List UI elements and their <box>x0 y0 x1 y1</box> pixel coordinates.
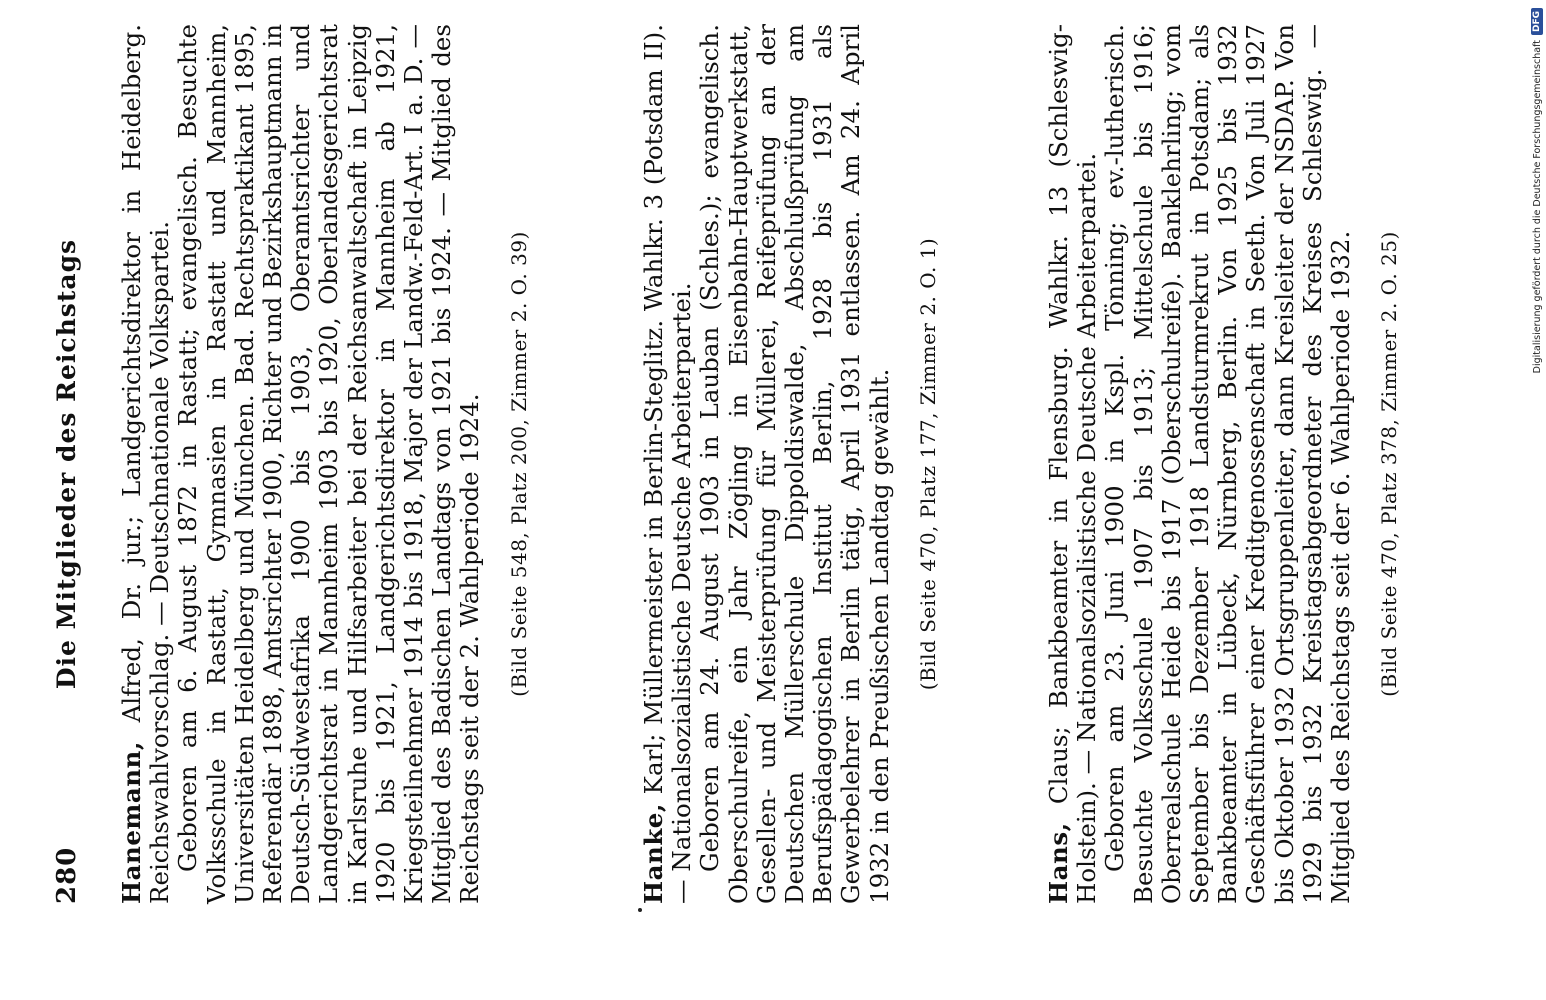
entry-heading <box>118 24 174 904</box>
photo-seat-reference: (Bild Seite 548, Platz 200, Zimmer 2. O. 39) <box>506 231 531 697</box>
digitization-note-text: Digitalisierung gefördert durch die Deutsche Forschungsgemeinschaft <box>1531 40 1543 374</box>
member-intro: Alfred, Dr. jur.; Landgerichtsdirektor in Heidelberg. Reichswahlvorschlag. — Deutschnationale Volkspartei. <box>117 24 175 904</box>
page-title: Die Mitglieder des Reichstags <box>52 238 81 690</box>
running-header <box>52 24 92 904</box>
member-entry <box>640 24 940 904</box>
print-speck <box>638 908 642 912</box>
member-intro: Claus; Bankbeamter in Flensburg. Wahlkr. 13 (Schleswig-Holstein). — Nationalsozialistische Deutsche Arbeiterpartei. <box>1044 24 1102 904</box>
photo-seat-reference: (Bild Seite 470, Platz 378, Zimmer 2. O. 25) <box>1377 231 1402 697</box>
member-intro: Karl; Müllermeister in Berlin-Steglitz. Wahlkr. 3 (Potsdam II). — Nationalsozialistische Deutsche Arbeiterpartei. <box>639 24 697 904</box>
member-entry <box>118 24 531 904</box>
page-number: 280 <box>52 846 82 904</box>
member-biography: Geboren am 6. August 1872 in Rastatt; evangelisch. Besuchte Volksschule in Rastatt, Gymnasien in Rastatt und Mannheim, Universitäten Heidelberg und München. Bad. Rechtspraktikant 1895, Referendär 1898, Amtsrichter 1900, Richter und Bezirkshauptmann in Deutsch-Südwestafrika 1900 bis 1903, Oberamtsrichter und Landgerichtsrat in Mannheim 1903 bis 1920, Oberlandesgerichtsrat in Karlsruhe und Hilfsarbeiter bei der Reichsanwaltschaft in Leipzig 1920 bis 1921, Landgerichtsdirektor in Mannheim ab 1921, Kriegsteilnehmer 1914 bis 1918, Major der Landw.-Feld-Art. I a. D. — Mitglied des Badischen Landtags von 1921 bis 1924. — Mitglied des Reichstags seit der 2. Wahlperiode 1924. <box>173 24 485 904</box>
photo-seat-reference: (Bild Seite 470, Platz 177, Zimmer 2. O. 1) <box>915 237 940 691</box>
dfg-logo: DFG <box>1531 8 1543 35</box>
member-name: Hans, <box>1044 822 1073 904</box>
member-biography: Geboren am 23. Juni 1900 in Kspl. Tönning; ev.-lutherisch. Besuchte Volksschule 1907 bis 1913; Mittelschule bis 1916; Oberrealschule Heide bis 1917 (Oberschulreife). Banklehrling; vom September bis Dezember 1918 Landsturmrekrut in Potsdam; als Bankbeamter in Lübeck, Nürnberg, Berlin. Von 1925 bis 1932 Geschäftsführer einer Kreditgenossenschaft in Seeth. Von Juli 1927 bis Oktober 1932 Ortsgruppenleiter, dann Kreisleiter der NSDAP. Von 1929 bis 1932 Kreistagsabgeordneter des Kreises Schleswig. — Mitglied des Reichstags seit der 6. Wahlperiode 1932. <box>1100 24 1356 904</box>
member-biography: Geboren am 24. August 1903 in Lauban (Schles.); evangelisch. Oberschulreife, ein Jahr Zögling in Eisenbahn-Hauptwerkstatt, Gesellen- und Meisterprüfung für Müllerei, Reifeprüfung an der Deutschen Müllerschule Dippoldiswalde, Abschlußprüfung am Berufspädagogischen Institut Berlin, 1928 bis 1931 als Gewerbelehrer in Berlin tätig, April 1931 entlassen. Am 24. April 1932 in den Preußischen Landtag gewählt. <box>695 24 894 904</box>
member-entry <box>1045 24 1401 904</box>
entry-heading <box>1045 24 1101 904</box>
entry-heading <box>640 24 696 904</box>
member-name: Hanke, <box>639 803 668 904</box>
digitization-note <box>1528 8 1546 408</box>
member-name: Hanemann, <box>117 741 146 904</box>
